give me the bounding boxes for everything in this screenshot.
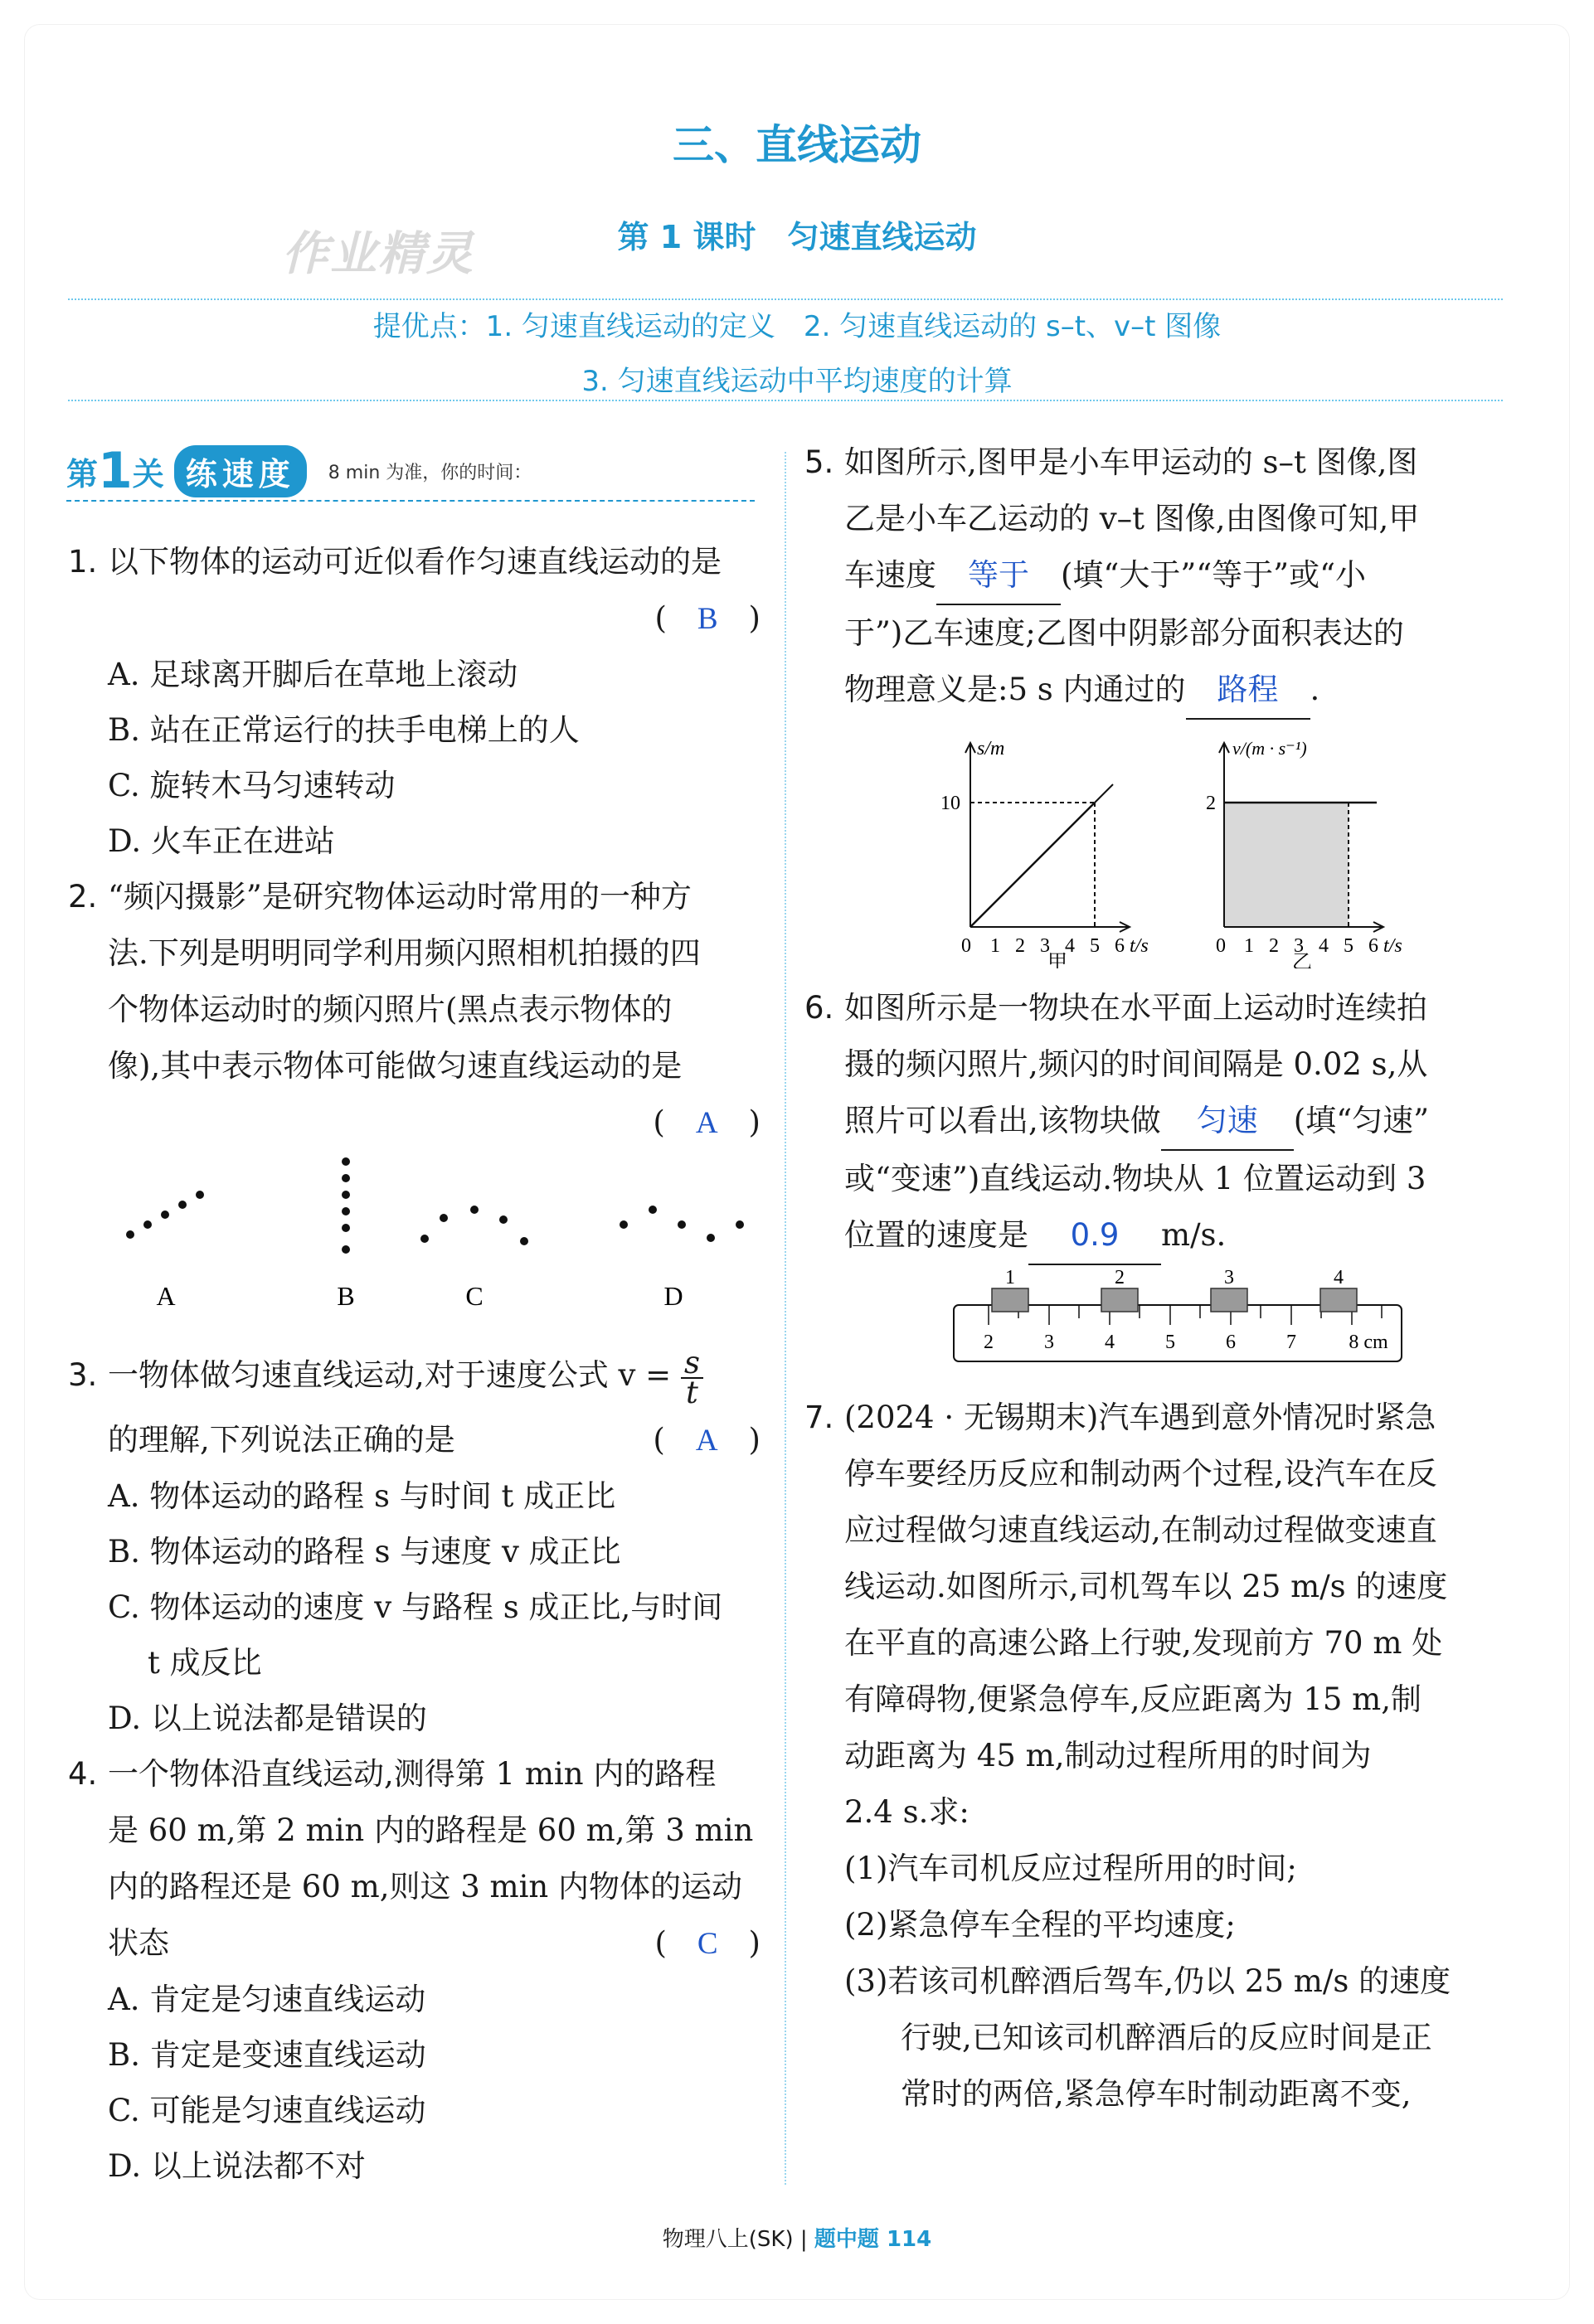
graph-a-ytick: 10	[940, 793, 960, 814]
section-pill: 练速度	[174, 445, 307, 497]
block-2	[1101, 1288, 1138, 1312]
q5-blank-2: 路程	[1186, 662, 1310, 720]
column-divider	[785, 452, 786, 2185]
block-label-2: 2	[1115, 1267, 1125, 1288]
q4-option-d: D. 以上说法都不对	[108, 2148, 366, 2184]
graph-a-xticks	[961, 935, 1125, 957]
q3-frac-den: t	[686, 1374, 698, 1410]
q2-stem-l2: 法.下列是明明同学利用频闪照相机拍摄的四	[108, 935, 701, 971]
divider-top	[68, 298, 1503, 300]
ruler-label-4: 4	[1105, 1332, 1115, 1353]
q7-number: 7.	[804, 1400, 834, 1435]
q2-label-b: B	[337, 1281, 355, 1311]
q5-blank-1: 等于	[936, 547, 1061, 605]
graph-a-xtick-6: 6	[1115, 935, 1125, 957]
section-suffix: 关	[132, 455, 164, 492]
ruler-label-2: 2	[984, 1332, 994, 1353]
q2-dots-d	[620, 1206, 744, 1242]
graph-b-xtick-3: 3	[1294, 935, 1304, 957]
q1-option-d: D. 火车正在进站	[108, 823, 335, 859]
q3-option-b: B. 物体运动的路程 s 与速度 v 成正比	[108, 1534, 621, 1570]
q7-line-8: 2.4 s.求:	[844, 1794, 970, 1830]
graph-a-xtick-5: 5	[1090, 935, 1100, 957]
graph-b-xtick-6: 6	[1368, 935, 1378, 957]
q2-dots-c	[420, 1206, 528, 1245]
q3-answer-box: ( A )	[653, 1422, 761, 1458]
question-3	[68, 1339, 761, 1746]
graph-b-ytick: 2	[1206, 793, 1216, 814]
q1-stem: 以下物体的运动可近似看作匀速直线运动的是	[108, 544, 722, 580]
section-banner	[66, 442, 532, 500]
q7-sub-3-l2: 行驶,已知该司机醉酒后的反应时间是正	[901, 2020, 1432, 2055]
q7-line-6: 有障碍物,便紧急停车,反应距离为 15 m,制	[844, 1681, 1421, 1717]
q6-number: 6.	[804, 990, 834, 1026]
graph-b-xtick-0: 0	[1216, 935, 1226, 957]
q7-sub-2: (2)紧急停车全程的平均速度;	[844, 1907, 1236, 1943]
watermark: 作业精灵	[282, 227, 474, 281]
graph-b-xtick-1: 1	[1244, 935, 1254, 957]
right-column	[804, 434, 1505, 2123]
q2-number: 2.	[68, 879, 98, 915]
block-label-3: 3	[1224, 1267, 1234, 1288]
q4-answer-box: ( C )	[654, 1925, 761, 1961]
q3-fraction	[681, 1344, 703, 1410]
q4-option-c: C. 可能是匀速直线运动	[108, 2093, 426, 2128]
q6-blank-2: 0.9	[1028, 1207, 1161, 1265]
q4-option-b: B. 肯定是变速直线运动	[108, 2037, 426, 2073]
graph-b-xtick-4: 4	[1319, 935, 1329, 957]
banner-dashline	[66, 500, 755, 502]
q4-stem-l2: 是 60 m,第 2 min 内的路程是 60 m,第 3 min	[108, 1812, 754, 1848]
graph-a	[965, 743, 1130, 932]
ruler-label-8: 8 cm	[1349, 1332, 1388, 1353]
graph-b-xlabel: t/s	[1383, 935, 1402, 957]
q3-stem-l1: 一物体做匀速直线运动,对于速度公式 v =	[108, 1357, 672, 1393]
q6-ruler-figure	[804, 1265, 1505, 1373]
q2-label-d: D	[663, 1281, 683, 1311]
chapter-title: 三、直线运动	[673, 121, 921, 169]
q2-stem-l3: 个物体运动时的频闪照片(黑点表示物体的	[108, 992, 673, 1027]
graph-a-xtick-1: 1	[990, 935, 1000, 957]
timer-tip: 8 min 为准，你的时间：	[328, 462, 532, 483]
q3-option-c: C. 物体运动的速度 v 与路程 s 成正比,与时间	[108, 1589, 723, 1625]
question-1	[68, 534, 761, 869]
q6-l3b: (填“匀速”	[1293, 1103, 1430, 1138]
ruler-label-6: 6	[1226, 1332, 1236, 1353]
q1-number: 1.	[68, 544, 98, 580]
ruler-body	[954, 1305, 1402, 1361]
question-5	[804, 434, 1505, 972]
q4-option-a: A. 肯定是匀速直线运动	[108, 1982, 426, 2017]
q2-dots-a	[126, 1191, 204, 1239]
graph-a-xtick-2: 2	[1015, 935, 1025, 957]
question-2	[68, 869, 761, 1321]
block-1	[992, 1288, 1028, 1312]
q7-sub-3-l3: 常时的两倍,紧急停车时制动距离不变,	[901, 2076, 1412, 2112]
footer-left: 物理八上(SK)	[662, 2227, 794, 2252]
q3-number: 3.	[68, 1357, 98, 1393]
footer-sep: |	[799, 2227, 808, 2252]
q5-graphs	[804, 720, 1505, 968]
q6-l1: 如图所示是一物块在水平面上运动时连续拍	[844, 990, 1427, 1026]
q7-line-3: 应过程做匀速直线运动,在制动过程做变速直	[844, 1512, 1437, 1548]
q5-number: 5.	[804, 444, 834, 480]
q3-answer: A	[695, 1424, 718, 1458]
q2-dot-figure	[68, 1152, 761, 1317]
block-label-4: 4	[1334, 1267, 1344, 1288]
q1-option-b: B. 站在正常运行的扶手电梯上的人	[108, 712, 580, 748]
block-labels	[1005, 1267, 1344, 1288]
q2-label-a: A	[156, 1281, 176, 1311]
block-4	[1320, 1288, 1357, 1312]
q5-l1: 如图所示,图甲是小车甲运动的 s–t 图像,图	[844, 444, 1418, 480]
key-points-line2: 3. 匀速直线运动中平均速度的计算	[581, 365, 1013, 398]
q4-stem-l1: 一个物体沿直线运动,测得第 1 min 内的路程	[108, 1756, 717, 1792]
q6-l5b: m/s.	[1161, 1217, 1227, 1253]
q3-option-c-cont: t 成反比	[148, 1645, 262, 1681]
block-label-1: 1	[1005, 1267, 1015, 1288]
q3-option-a: A. 物体运动的路程 s 与时间 t 成正比	[108, 1478, 616, 1514]
graph-b-xtick-2: 2	[1269, 935, 1279, 957]
q2-dots-b	[342, 1157, 350, 1254]
q2-stem-l4: 像),其中表示物体可能做匀速直线运动的是	[108, 1048, 683, 1084]
graph-a-ylabel: s/m	[977, 738, 1005, 759]
ruler-label-7: 7	[1286, 1332, 1296, 1353]
q6-l3a: 照片可以看出,该物块做	[844, 1103, 1161, 1138]
ruler-label-3: 3	[1044, 1332, 1054, 1353]
q5-l3a: 车速度	[844, 557, 936, 593]
q5-l5a: 物理意义是:5 s 内通过的	[844, 672, 1186, 707]
graph-b-xtick-5: 5	[1344, 935, 1353, 957]
q7-line-2: 停车要经历反应和制动两个过程,设汽车在反	[844, 1456, 1437, 1492]
q6-l2: 摄的频闪照片,频闪的时间间隔是 0.02 s,从	[844, 1046, 1428, 1082]
q2-answer-box: ( A )	[653, 1104, 761, 1140]
question-4	[68, 1746, 761, 2194]
q4-number: 4.	[68, 1756, 98, 1792]
block-3	[1211, 1288, 1247, 1312]
q3-frac-num: s	[681, 1349, 703, 1379]
q4-answer: C	[697, 1927, 718, 1961]
q2-stem-l1: “频闪摄影”是研究物体运动时常用的一种方	[108, 879, 692, 915]
divider-bottom	[68, 400, 1503, 401]
q1-option-c: C. 旋转木马匀速转动	[108, 768, 396, 803]
q5-l3b: (填“大于”“等于”或“小	[1061, 557, 1367, 593]
key-points-line1: 提优点：1. 匀速直线运动的定义 2. 匀速直线运动的 s–t、v–t 图像	[372, 310, 1222, 343]
graph-a-xtick-3: 3	[1040, 935, 1050, 957]
q4-stem-l4: 状态	[108, 1925, 169, 1961]
q5-l5b: .	[1310, 672, 1320, 707]
graph-a-xlabel: t/s	[1130, 935, 1149, 957]
q3-stem-l2: 的理解,下列说法正确的是	[108, 1422, 455, 1458]
q3-option-d: D. 以上说法都是错误的	[108, 1701, 427, 1736]
section-prefix: 第	[66, 455, 99, 492]
q5-l4: 于”)乙车速度;乙图中阴影部分面积表达的	[844, 615, 1404, 651]
question-6	[804, 980, 1505, 1376]
left-column	[68, 534, 761, 2194]
q2-label-c: C	[465, 1281, 484, 1311]
q6-blank-1: 匀速	[1161, 1093, 1294, 1151]
q2-answer: A	[695, 1106, 718, 1140]
q6-l4: 或“变速”)直线运动.物块从 1 位置运动到 3	[844, 1161, 1426, 1196]
q7-line-7: 动距离为 45 m,制动过程所用的时间为	[844, 1738, 1372, 1773]
q1-answer: B	[697, 602, 718, 636]
q7-sub-3-l1: (3)若该司机醉酒后驾车,仍以 25 m/s 的速度	[844, 1963, 1451, 1999]
graph-a-caption: 甲	[1047, 952, 1067, 968]
graph-b-shaded-area	[1224, 803, 1349, 927]
q7-line-5: 在平直的高速公路上行驶,发现前方 70 m 处	[844, 1625, 1443, 1661]
lesson-title: 第 1 课时 匀速直线运动	[617, 219, 977, 255]
q7-line-1: (2024 · 无锡期末)汽车遇到意外情况时紧急	[844, 1400, 1436, 1435]
q1-answer-box: ( B )	[654, 600, 761, 636]
footer-right: 题中题 114	[814, 2227, 932, 2252]
footer	[0, 2222, 1594, 2253]
q7-line-4: 线运动.如图所示,司机驾车以 25 m/s 的速度	[844, 1569, 1448, 1604]
graph-b-ylabel: v/(m · s⁻¹)	[1232, 738, 1307, 759]
q5-l2: 乙是小车乙运动的 v–t 图像,由图像可知,甲	[844, 501, 1420, 536]
q1-option-a: A. 足球离开脚后在草地上滚动	[108, 657, 518, 692]
question-7	[804, 1390, 1505, 2123]
section-number: 1	[98, 442, 133, 500]
q7-sub-1: (1)汽车司机反应过程所用的时间;	[844, 1851, 1297, 1886]
graph-a-xtick-0: 0	[961, 935, 971, 957]
graph-a-xtick-4: 4	[1065, 935, 1075, 957]
q4-stem-l3: 内的路程还是 60 m,则这 3 min 内物体的运动	[108, 1869, 743, 1904]
graph-b-caption: 乙	[1292, 952, 1312, 968]
ruler-label-5: 5	[1165, 1332, 1175, 1353]
q6-l5a: 位置的速度是	[844, 1217, 1028, 1253]
